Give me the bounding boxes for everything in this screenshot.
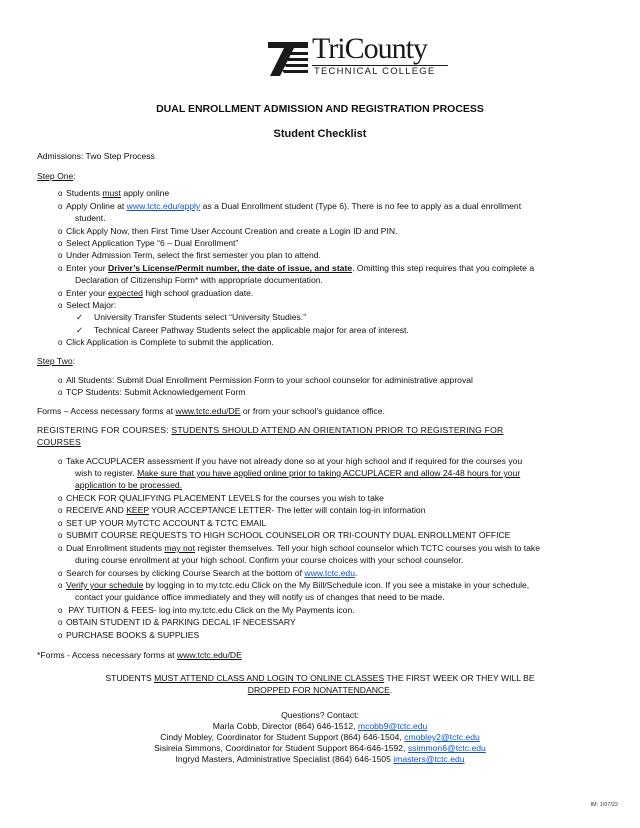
sub-list-item: ✓ University Transfer Students select “University Studies.” xyxy=(76,312,307,322)
list-item: o PURCHASE BOOKS & SUPPLIES xyxy=(58,630,200,640)
forms-link[interactable]: www.tctc.edu/DE xyxy=(175,406,241,416)
page-title: DUAL ENROLLMENT ADMISSION AND REGISTRATION PROCESS xyxy=(156,103,484,115)
forms-line: Forms – Access necessary forms at www.tctc.edu/DE or from your school’s guidance office. xyxy=(37,406,385,416)
list-item: o Select Application Type “6 – Dual Enrollment” xyxy=(58,238,239,248)
list-item: o Click Apply Now, then First Time User Account Creation and create a Login ID and PIN. xyxy=(58,226,398,236)
list-item: o Under Admission Term, select the first semester you plan to attend. xyxy=(58,250,321,260)
list-item: o Students must apply online xyxy=(58,188,170,198)
list-item: o SET UP YOUR MyTCTC ACCOUNT & TCTC EMAIL xyxy=(58,518,267,528)
contact-email-link[interactable]: imasters@tctc.edu xyxy=(393,754,465,764)
registering-heading: REGISTERING FOR COURSES: STUDENTS SHOULD ATTEND AN ORIENTATION PRIOR TO REGISTERING FOR xyxy=(37,425,504,435)
attendance-notice-cont: DROPPED FOR NONATTENDANCE. xyxy=(247,685,393,695)
list-item-continued: student. xyxy=(75,213,106,223)
contact-email-link[interactable]: ssimmon6@tctc.edu xyxy=(407,743,486,753)
forms-note-link[interactable]: www.tctc.edu/DE xyxy=(176,650,242,660)
checkmark-icon: ✓ xyxy=(76,325,84,335)
apply-link[interactable]: www.tctc.edu/apply xyxy=(126,201,201,211)
footer-revision: IM: 1/07/22 xyxy=(590,802,618,808)
tctc-link[interactable]: www.tctc.edu xyxy=(304,568,355,578)
forms-note: *Forms - Access necessary forms at www.tctc.edu/DE xyxy=(37,650,242,660)
contacts-heading: Questions? Contact: xyxy=(281,710,359,720)
contact-email-link[interactable]: mcobb9@tctc.edu xyxy=(357,721,428,731)
list-item: o TCP Students: Submit Acknowledgement Form xyxy=(58,387,246,397)
list-item-continued: Declaration of Citizenship Form* with appropriate documentation. xyxy=(75,275,323,285)
contact-row: Ingryd Masters, Administrative Specialist (864) 646-1505 imasters@tctc.edu xyxy=(175,754,465,764)
contact-row: Sisireia Simmons, Coordinator for Student Support 864-646-1592, ssimmon6@tctc.edu xyxy=(154,743,486,753)
checkmark-icon: ✓ xyxy=(76,312,84,322)
list-item: o Enter your expected high school graduation date. xyxy=(58,288,254,298)
contact-row: Cindy Mobley, Coordinator for Student Support (864) 646-1504, cmobley2@tctc.edu xyxy=(160,732,480,742)
college-logo xyxy=(266,32,456,82)
logo-subtitle: TECHNICAL COLLEGE xyxy=(314,66,436,77)
list-item: o Click Application is Complete to submit the application. xyxy=(58,337,274,347)
list-item: o All Students: Submit Dual Enrollment Permission Form to your school counselor for administrative approval xyxy=(58,375,473,385)
admissions-heading: Admissions: Two Step Process xyxy=(37,151,155,161)
logo-wordmark: TriCounty xyxy=(312,32,427,65)
page-subtitle: Student Checklist xyxy=(273,128,367,140)
list-item: o SUBMIT COURSE REQUESTS TO HIGH SCHOOL COUNSELOR OR TRI-COUNTY DUAL ENROLLMENT OFFICE xyxy=(58,530,511,540)
sub-list-item: ✓ Technical Career Pathway Students select the applicable major for area of interest. xyxy=(76,325,409,335)
step-two-heading: Step Two: xyxy=(37,356,76,366)
list-item: o OBTAIN STUDENT ID & PARKING DECAL IF NECESSARY xyxy=(58,617,296,627)
list-item: o Verify your schedule by logging in to my.tctc.edu Click on the My Bill/Schedule icon. If you see a mistake in your schedule, xyxy=(58,580,530,590)
contact-row: Marla Cobb, Director (864) 646-1512, mcobb9@tctc.edu xyxy=(212,721,428,731)
list-item: o Enter your Driver’s License/Permit number, the date of issue, and state. Omitting this step requires that you complete a xyxy=(58,263,535,273)
list-item: o Search for courses by clicking Course Search at the bottom of www.tctc.edu. xyxy=(58,568,358,578)
tricounty-emblem-icon xyxy=(266,36,310,80)
list-item: o Dual Enrollment students may not register themselves. Tell your high school counselor which TCTC courses you wish to take xyxy=(58,543,541,553)
list-item: o PAY TUITION & FEES- log into my.tctc.edu Click on the My Payments icon. xyxy=(58,605,355,615)
list-item: o RECEIVE AND KEEP YOUR ACCEPTANCE LETTER- The letter will contain log-in information xyxy=(58,505,426,515)
list-item-continued: contact your guidance office immediately and they will notify us of changes that need to be made. xyxy=(75,592,445,602)
list-item: o Select Major: xyxy=(58,300,117,310)
list-item-continued: application to be processed. xyxy=(75,480,183,490)
list-item-continued: during course enrollment at your high school. Confirm your course choices with your school counselor. xyxy=(75,555,464,565)
list-item: o Take ACCUPLACER assessment if you have not already done so at your high school and if required for the courses you xyxy=(58,456,523,466)
list-item: o CHECK FOR QUALIFYING PLACEMENT LEVELS for the courses you wish to take xyxy=(58,493,384,503)
attendance-notice: STUDENTS MUST ATTEND CLASS AND LOGIN TO ONLINE CLASSES THE FIRST WEEK OR THEY WILL BE xyxy=(105,673,535,683)
list-item-continued: wish to register. Make sure that you have applied online prior to taking ACCUPLACER and allow 24-48 hours for your xyxy=(75,468,521,478)
list-item: o Apply Online at www.tctc.edu/apply as a Dual Enrollment student (Type 6). There is no fee to apply as a dual enrollment xyxy=(58,201,522,211)
step-one-heading: Step One: xyxy=(37,171,76,181)
registering-heading-cont: COURSES xyxy=(37,437,81,447)
contact-email-link[interactable]: cmobley2@tctc.edu xyxy=(404,732,480,742)
